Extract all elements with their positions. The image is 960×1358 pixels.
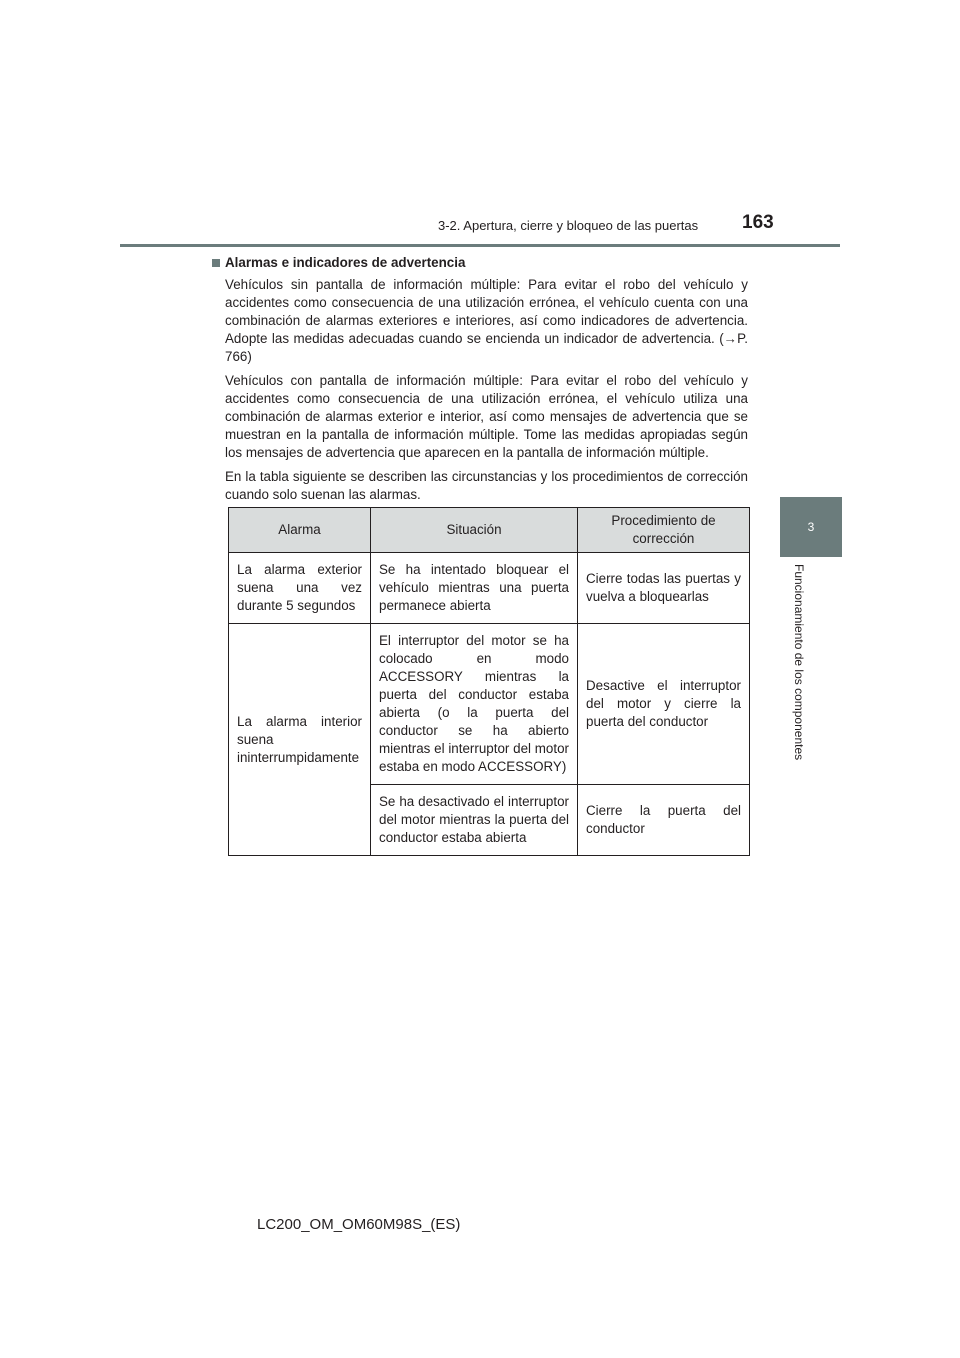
manual-code: LC200_OM_OM60M98S_(ES)	[257, 1216, 461, 1233]
table-row	[229, 624, 750, 785]
column-header-situation: Situación	[371, 508, 578, 553]
running-header-section: 3-2. Apertura, cierre y bloqueo de las puertas	[438, 218, 699, 233]
paragraph: En la tabla siguiente se describen las circunstancias y los procedimientos de corrección cuando solo suenan las alarmas.	[225, 469, 748, 502]
section-heading-text: Alarmas e indicadores de advertencia	[225, 255, 466, 270]
situation-cell: Se ha intentado bloquear el vehículo mientras una puerta permanece abierta	[371, 553, 578, 624]
procedure-cell: Cierre todas las puertas y vuelva a bloquearlas	[578, 553, 750, 624]
alarm-table	[228, 507, 750, 856]
column-header-procedure: Procedimiento de corrección	[578, 508, 750, 553]
chapter-tab	[780, 497, 842, 557]
situation-cell: El interruptor del motor se ha colocado en modo ACCESSORY mientras la puerta del conductor estaba abierta (o la puerta del conductor se ha abierto mientras el interruptor del motor estaba en modo ACCESSORY)	[371, 624, 578, 785]
alarm-cell: La alarma interior suena ininterrumpidamente	[229, 624, 371, 856]
paragraph: Vehículos sin pantalla de información múltiple: Para evitar el robo del vehículo y accidentes como consecuencia de una utilización errónea, el vehículo cuenta con una combinación de alarmas exteriores e interiores, así como indicadores de advertencia. Adopte las medidas adecuadas cuando se encienda un indicador de advertencia. (→P. 766)	[225, 277, 748, 364]
situation-cell: Se ha desactivado el interruptor del motor mientras la puerta del conductor estaba abierta	[371, 785, 578, 856]
chapter-number: 3	[807, 520, 815, 534]
alarm-cell: La alarma exterior suena una vez durante 5 segundos	[229, 553, 371, 624]
table-row	[229, 553, 750, 624]
table-header-row	[229, 508, 750, 553]
column-header-alarm: Alarma	[229, 508, 371, 553]
chapter-title: Funcionamiento de los componentes	[792, 564, 806, 761]
section-heading	[212, 254, 748, 272]
paragraph: Vehículos con pantalla de información múltiple: Para evitar el robo del vehículo y accidentes como consecuencia de una utilización errónea, el vehículo utiliza una combinación de alarmas exterior e interior, así como mensajes de advertencia que se muestran en la pantalla de información múltiple. Tome las medidas apropiadas según los mensajes de advertencia que aparecen en la pantalla de información múltiple.	[225, 373, 748, 460]
procedure-cell: Cierre la puerta del conductor	[578, 785, 750, 856]
square-bullet-icon	[212, 259, 220, 267]
header-divider	[120, 244, 840, 247]
procedure-cell: Desactive el interruptor del motor y cierre la puerta del conductor	[578, 624, 750, 785]
page-number: 163	[742, 212, 774, 233]
section-content	[212, 254, 748, 510]
